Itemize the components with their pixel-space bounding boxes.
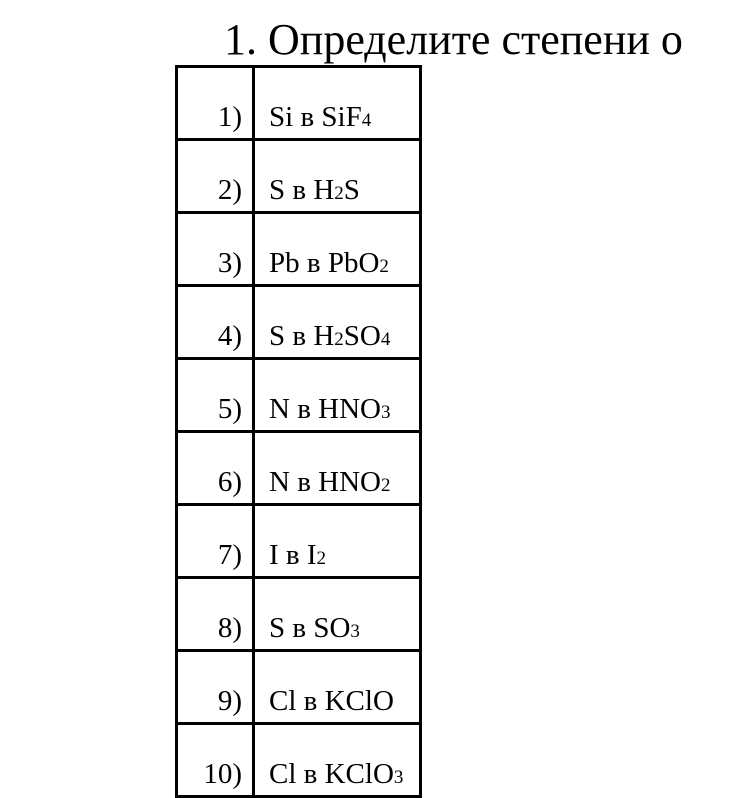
formula-cell — [254, 140, 421, 213]
page-title: 1. Определите степени о — [224, 15, 683, 64]
element-symbol: Pb — [269, 247, 300, 279]
preposition: в — [292, 174, 307, 206]
formula-cell — [254, 286, 421, 359]
formula-subscript: 3 — [350, 621, 360, 642]
preposition: в — [292, 320, 307, 352]
preposition: в — [303, 685, 318, 717]
row-number: 1) — [177, 67, 254, 140]
formula-text: KClO — [324, 685, 394, 717]
formula-text: S — [343, 174, 360, 206]
oxidation-table-container — [175, 65, 422, 798]
compound-formula — [325, 685, 394, 717]
table-row — [177, 724, 421, 797]
element-symbol: Si — [269, 101, 294, 133]
formula-text: H — [313, 174, 335, 206]
preposition: в — [297, 466, 311, 498]
formula-text: SiF — [321, 101, 362, 133]
formula-cell — [254, 505, 421, 578]
compound-formula — [325, 758, 404, 790]
preposition: в — [300, 101, 315, 133]
formula-subscript: 3 — [381, 402, 391, 423]
element-symbol: N — [269, 466, 290, 498]
formula-subscript: 2 — [381, 475, 391, 496]
formula-cell — [254, 432, 421, 505]
formula-cell — [254, 359, 421, 432]
table-row — [177, 651, 421, 724]
element-symbol: I — [269, 539, 279, 571]
compound-formula — [313, 174, 360, 206]
formula-text: HNO — [318, 466, 381, 498]
formula-cell — [254, 724, 421, 797]
compound-formula — [318, 393, 390, 425]
formula-text: I — [306, 539, 317, 571]
formula-cell — [254, 213, 421, 286]
element-symbol: Cl — [269, 758, 297, 790]
table-row — [177, 505, 421, 578]
compound-formula — [307, 539, 326, 571]
compound-formula — [313, 612, 360, 644]
row-number: 10) — [177, 724, 254, 797]
formula-text: HNO — [318, 393, 381, 425]
preposition: в — [297, 393, 311, 425]
formula-subscript: 2 — [334, 183, 344, 204]
table-body — [177, 67, 421, 797]
element-symbol: S — [269, 612, 286, 644]
formula-subscript: 4 — [380, 329, 391, 350]
table-row — [177, 286, 421, 359]
formula-cell — [254, 67, 421, 140]
formula-subscript: 2 — [379, 256, 389, 277]
compound-formula — [321, 101, 371, 133]
formula-text: KClO — [324, 758, 394, 790]
row-number: 9) — [177, 651, 254, 724]
compound-formula — [328, 247, 389, 279]
table-row — [177, 213, 421, 286]
element-symbol: N — [269, 393, 290, 425]
formula-cell — [254, 578, 421, 651]
formula-text: SO — [313, 612, 351, 644]
preposition: в — [306, 247, 321, 279]
table-row — [177, 359, 421, 432]
compound-formula — [313, 320, 390, 352]
formula-text: PbO — [327, 247, 380, 279]
row-number: 5) — [177, 359, 254, 432]
table-row — [177, 578, 421, 651]
formula-subscript: 3 — [393, 767, 404, 788]
element-symbol: Cl — [269, 685, 297, 717]
preposition: в — [303, 758, 318, 790]
row-number: 6) — [177, 432, 254, 505]
compound-formula — [318, 466, 390, 498]
formula-text: SO — [343, 320, 381, 352]
preposition: в — [285, 539, 300, 571]
oxidation-table — [175, 65, 422, 798]
formula-text: H — [313, 320, 335, 352]
formula-subscript: 2 — [334, 329, 344, 350]
row-number: 7) — [177, 505, 254, 578]
formula-cell — [254, 651, 421, 724]
row-number: 8) — [177, 578, 254, 651]
element-symbol: S — [269, 174, 286, 206]
table-row — [177, 140, 421, 213]
row-number: 2) — [177, 140, 254, 213]
preposition: в — [292, 612, 307, 644]
table-row — [177, 432, 421, 505]
row-number: 4) — [177, 286, 254, 359]
formula-subscript: 2 — [316, 548, 327, 569]
element-symbol: S — [269, 320, 286, 352]
row-number: 3) — [177, 213, 254, 286]
table-row — [177, 67, 421, 140]
formula-subscript: 4 — [361, 110, 372, 131]
